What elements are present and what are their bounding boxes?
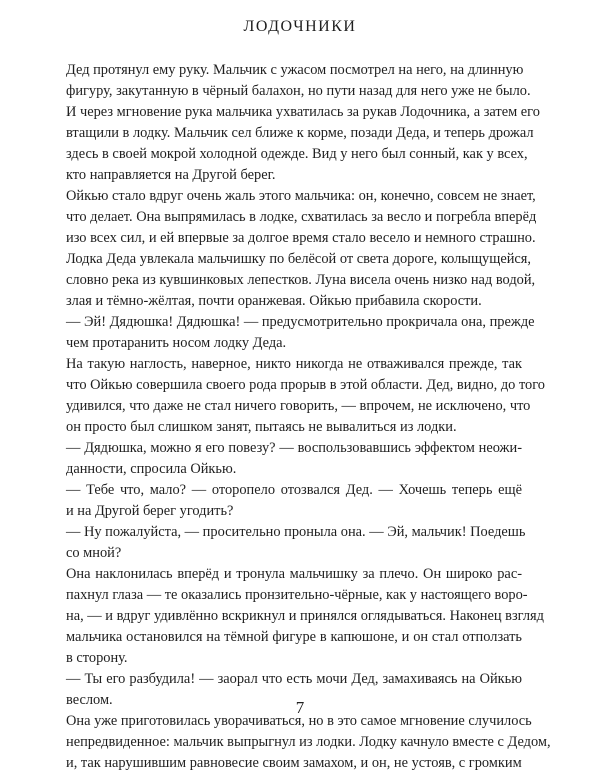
paragraph <box>66 480 522 522</box>
text-line: со мной? <box>66 545 122 561</box>
text-line: изо всех сил, и ей впервые за долгое время стало весело и немного страшно. <box>66 230 536 246</box>
body-text <box>66 60 551 774</box>
text-line: — Дядюшка, можно я его повезу? — воспользовавшись эффектом неожи- <box>66 440 522 456</box>
text-line: втащили в лодку. Мальчик сел ближе к корме, позади Деда, и теперь дрожал <box>66 125 534 141</box>
text-line: — Эй! Дядюшка! Дядюшка! — предусмотрительно прокричала она, прежде <box>66 314 535 330</box>
text-line: Ойкью стало вдруг очень жаль этого мальчика: он, конечно, совсем не знает, <box>66 188 536 204</box>
page-number: 7 <box>295 698 305 717</box>
text-line: веслом. <box>66 692 113 708</box>
text-line: Лодка Деда увлекала мальчишку по белёсой от света дороге, колыщущейся, <box>66 251 532 267</box>
paragraph <box>66 354 545 438</box>
paragraph <box>66 522 526 564</box>
paragraph <box>66 438 522 480</box>
text-line: здесь в своей мокрой холодной одежде. Вид у него был сонный, как у всех, <box>66 146 528 162</box>
paragraph <box>66 60 540 186</box>
running-head: ЛОДОЧНИКИ <box>243 18 357 35</box>
text-line: — Ты его разбудила! — заорал что есть мочи Дед, замахиваясь на Ойкью <box>66 671 522 687</box>
text-line: — Ну пожалуйста, — просительно проныла она. — Эй, мальчик! Поедешь <box>66 524 526 540</box>
text-line: в сторону. <box>66 650 128 666</box>
text-line: на, — и вдруг удивлённо вскрикнул и принялся оглядываться. Наконец взгляд <box>66 608 544 624</box>
text-line: На такую наглость, наверное, никто никогда не отваживался прежде, так <box>66 356 522 372</box>
text-line: Она наклонилась вперёд и тронула мальчишку за плечо. Он широко рас- <box>66 566 522 582</box>
paragraph <box>66 711 551 774</box>
text-line: удивился, что даже не стал ничего говорить, — впрочем, не исключено, что <box>66 398 531 414</box>
text-line: что Ойкью совершила своего рода прорыв в этой области. Дед, видно, до того <box>66 377 545 393</box>
text-line: он просто был слишком занят, пытаясь не вывалиться из лодки. <box>66 419 457 435</box>
text-line: непредвиденное: мальчик выпрыгнул из лодки. Лодку качнуло вместе с Дедом, <box>66 734 551 750</box>
paragraph <box>66 186 537 312</box>
text-line: чем протаранить носом лодку Деда. <box>66 335 287 351</box>
text-line: и на Другой берег угодить? <box>66 503 234 519</box>
text-line: мальчика остановился на тёмной фигуре в капюшоне, и он стал отползать <box>66 629 522 645</box>
text-line: пахнул глаза — те оказались пронзительно-чёрные, как у настоящего воро- <box>66 587 528 603</box>
text-line: Дед протянул ему руку. Мальчик с ужасом посмотрел на него, на длинную <box>66 62 524 78</box>
text-line: что делает. Она выпрямилась в лодке, схватилась за весло и погребла вперёд <box>66 209 537 225</box>
text-line: фигуру, закутанную в чёрный балахон, но пути назад для него уже не было. <box>66 83 531 99</box>
paragraph <box>66 564 544 669</box>
text-line: Она уже приготовилась уворачиваться, но в это самое мгновение случилось <box>66 713 532 729</box>
text-line: кто направляется на Другой берег. <box>66 167 276 183</box>
paragraph <box>66 312 535 354</box>
text-line: И через мгновение рука мальчика ухватилась за рукав Лодочника, а затем его <box>66 104 540 120</box>
text-line: — Тебе что, мало? — оторопело отозвался Дед. — Хочешь теперь ещё <box>66 482 522 498</box>
text-line: злая и тёмно-жёлтая, почти оранжевая. Ойкью прибавила скорости. <box>66 293 482 309</box>
text-line: и, так нарушившим равновесие своим замахом, и он, не устояв, с громким <box>66 755 522 771</box>
text-line: данности, спросила Ойкью. <box>66 461 237 477</box>
text-line: словно река из кувшинковых лепестков. Луна висела очень низко над водой, <box>66 272 536 288</box>
